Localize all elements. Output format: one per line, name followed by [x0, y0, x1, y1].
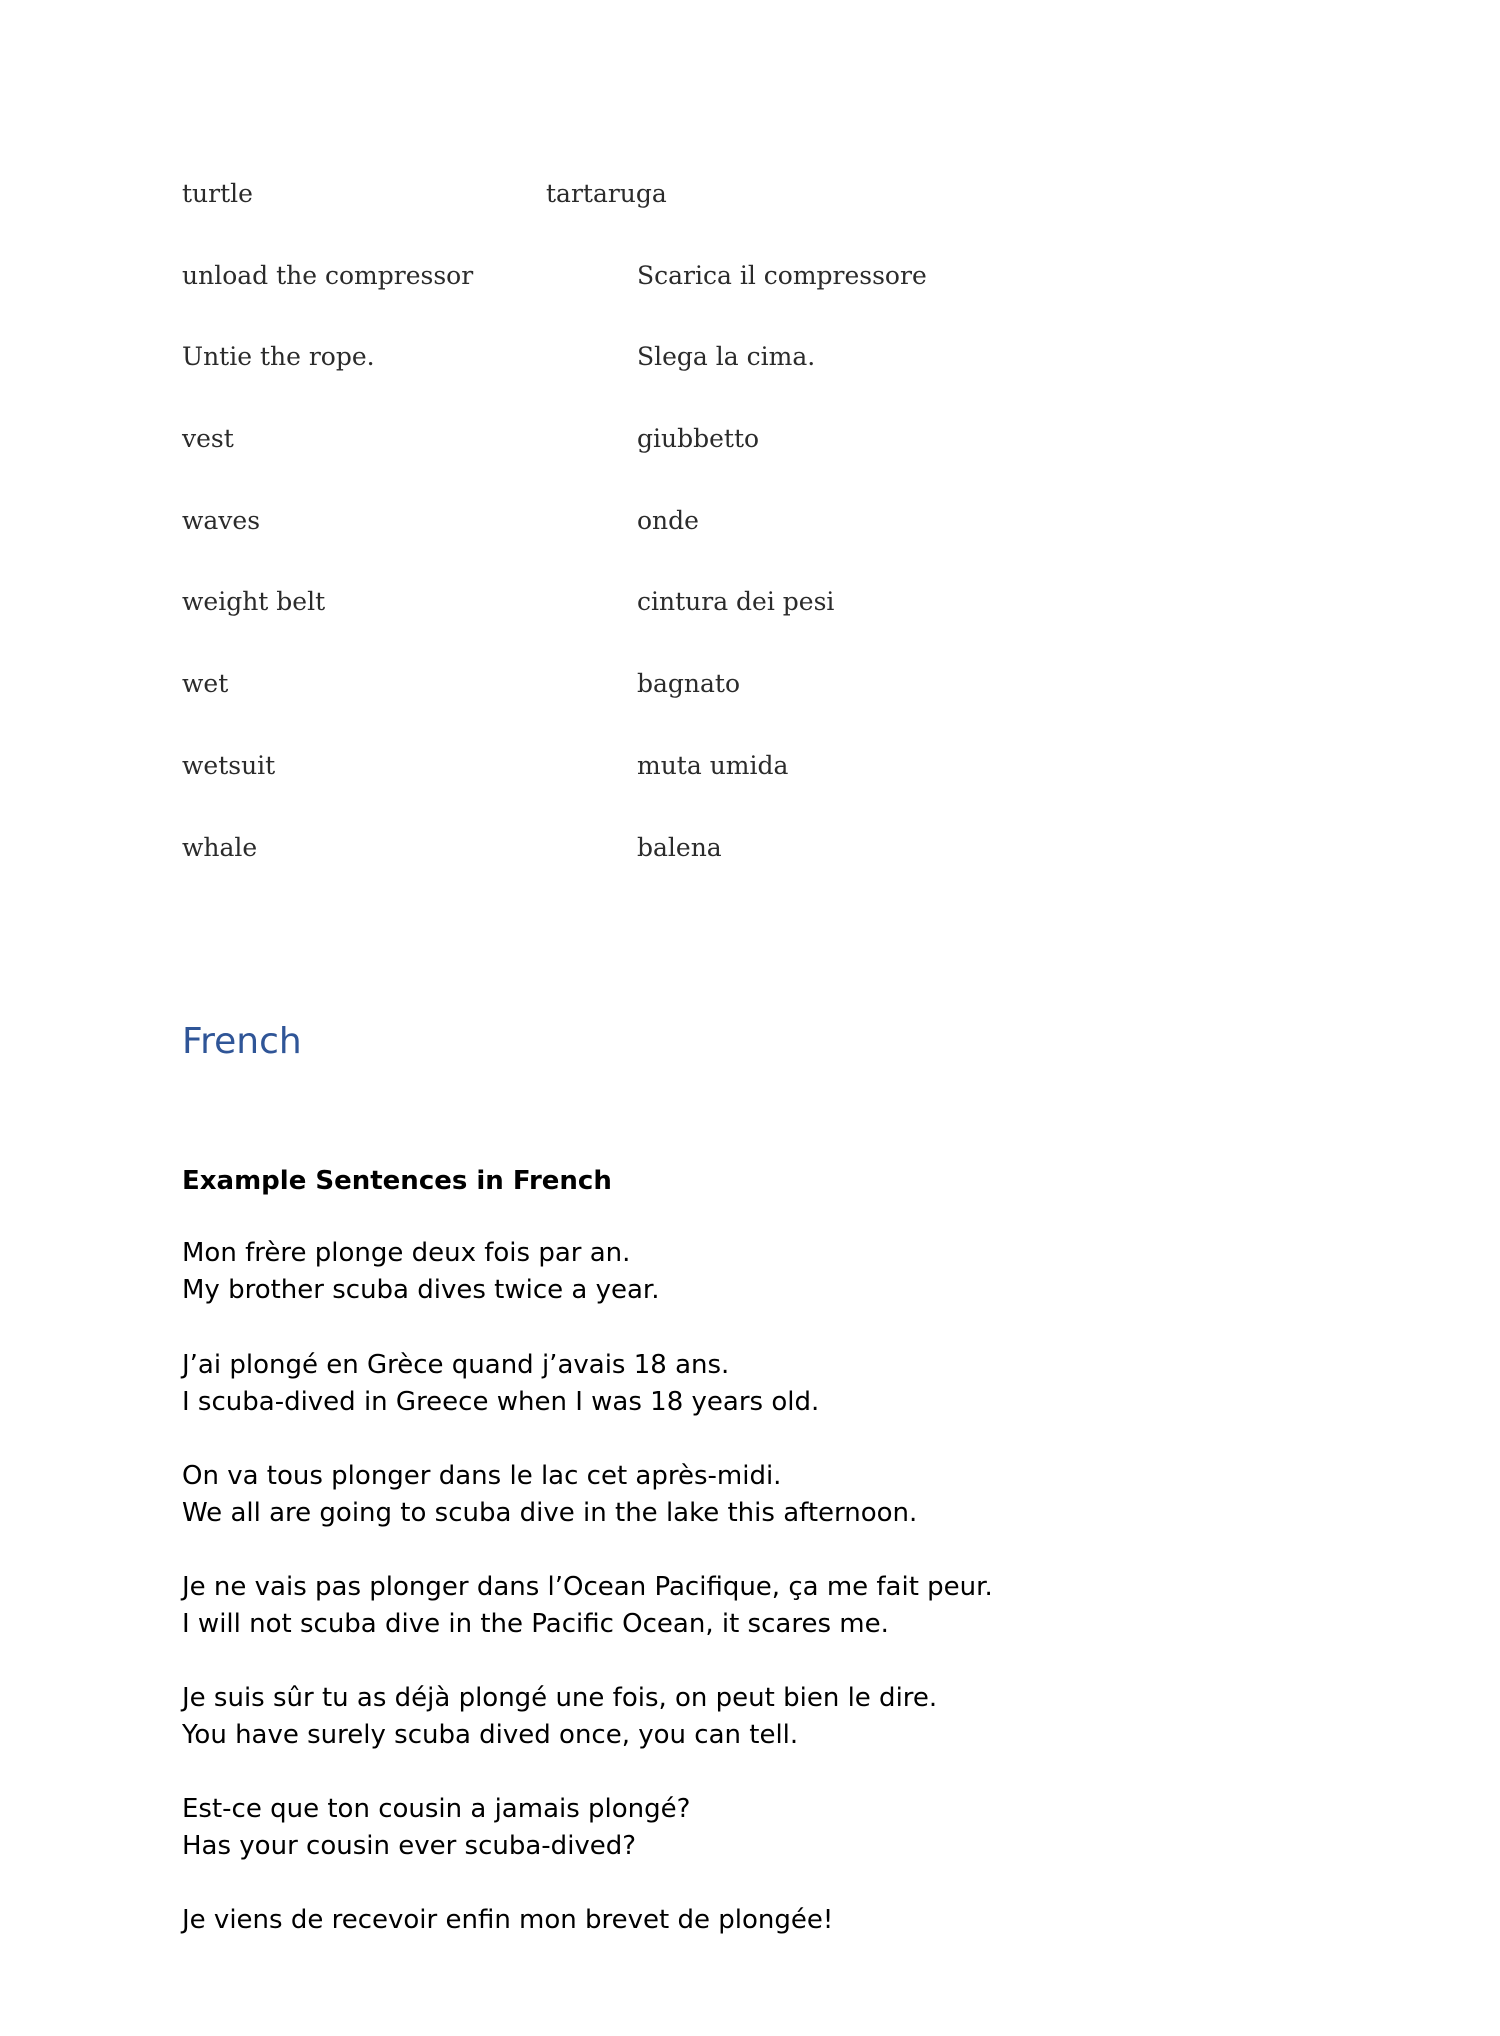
vocab-row: [182, 419, 1382, 459]
english-translation: Has your cousin ever scuba-dived?: [182, 1831, 637, 1861]
vocab-row: [182, 337, 1382, 377]
french-sentence: Je suis sûr tu as déjà plongé une fois, on peut bien le dire.: [182, 1683, 938, 1713]
sentence-pair: [182, 1347, 1382, 1421]
vocab-italian: bagnato: [637, 669, 741, 698]
english-translation: I scuba-dived in Greece when I was 18 years old.: [182, 1387, 820, 1417]
vocab-row: [182, 582, 1382, 622]
french-sentence: Est-ce que ton cousin a jamais plongé?: [182, 1794, 691, 1824]
french-sentence: Je viens de recevoir enfin mon brevet de plongée!: [182, 1905, 834, 1935]
vocab-row: [182, 256, 1382, 296]
vocab-english: wet: [182, 669, 229, 698]
vocab-english: unload the compressor: [182, 261, 474, 290]
vocab-italian: tartaruga: [546, 179, 667, 208]
french-sentence: On va tous plonger dans le lac cet après-midi.: [182, 1461, 782, 1491]
sentence-pair: [182, 1791, 1382, 1865]
english-translation: My brother scuba dives twice a year.: [182, 1275, 660, 1305]
vocab-row: [182, 174, 1382, 214]
french-sentence: Je ne vais pas plonger dans l’Ocean Pacifique, ça me fait peur.: [182, 1572, 993, 1602]
vocab-english: whale: [182, 833, 258, 862]
vocab-italian: muta umida: [637, 751, 789, 780]
vocab-english: wetsuit: [182, 751, 276, 780]
vocab-english: turtle: [182, 179, 253, 208]
vocab-english: weight belt: [182, 587, 326, 616]
french-sentence: J’ai plongé en Grèce quand j’avais 18 ans.: [182, 1350, 730, 1380]
example-sentences-heading: Example Sentences in French: [182, 1166, 612, 1196]
vocab-italian: onde: [637, 506, 699, 535]
vocab-row: [182, 664, 1382, 704]
english-translation: We all are going to scuba dive in the lake this afternoon.: [182, 1498, 918, 1528]
vocab-italian: Scarica il compressore: [637, 261, 927, 290]
vocab-row: [182, 501, 1382, 541]
vocab-english: Untie the rope.: [182, 342, 375, 371]
sentence-pair: [182, 1680, 1382, 1754]
sentence-pair: [182, 1569, 1382, 1643]
section-heading-french: French: [182, 1021, 302, 1062]
vocab-row: [182, 828, 1382, 868]
french-sentence: Mon frère plonge deux fois par an.: [182, 1238, 631, 1268]
english-translation: You have surely scuba dived once, you can tell.: [182, 1720, 799, 1750]
vocab-italian: balena: [637, 833, 722, 862]
vocab-english: waves: [182, 506, 261, 535]
vocab-english: vest: [182, 424, 234, 453]
vocab-italian: Slega la cima.: [637, 342, 816, 371]
vocab-italian: giubbetto: [637, 424, 760, 453]
english-translation: I will not scuba dive in the Pacific Ocean, it scares me.: [182, 1609, 889, 1639]
vocab-italian: cintura dei pesi: [637, 587, 835, 616]
vocab-row: [182, 746, 1382, 786]
sentence-pair: [182, 1902, 1382, 1939]
sentence-pair: [182, 1458, 1382, 1532]
sentence-pair: [182, 1235, 1382, 1309]
